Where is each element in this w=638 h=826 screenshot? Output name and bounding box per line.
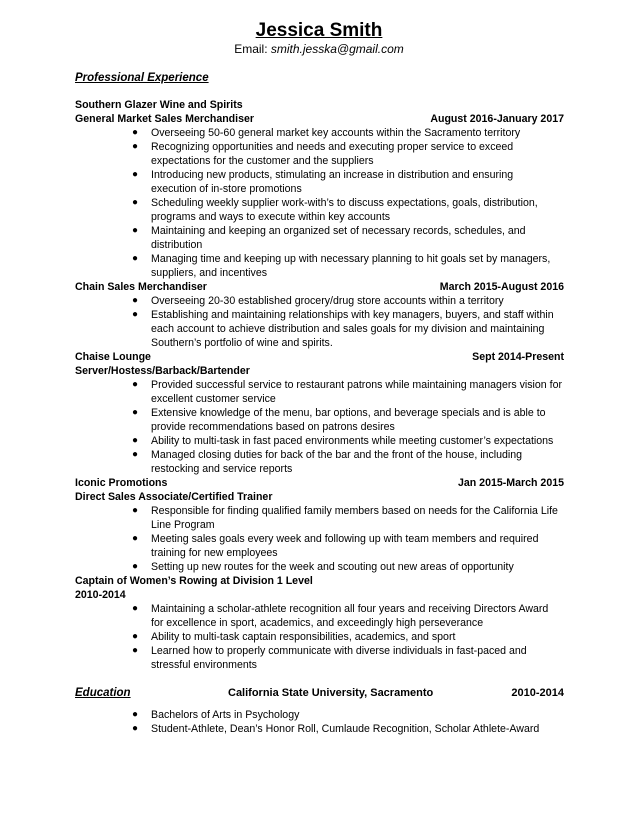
contact-email — [0, 42, 638, 57]
job-server — [75, 364, 564, 378]
bullet-icon: ● — [132, 435, 139, 446]
education-school: California State University, Sacramento — [228, 687, 434, 699]
company-chaise-lounge — [75, 350, 564, 364]
job-chain-sales-dates: March 2015-August 2016 — [439, 281, 564, 293]
chain-sales-bullet-2: Southern’s portfolio of wine and spirits. — [151, 337, 333, 349]
company-iconic-promotions — [75, 476, 564, 490]
rowing-bullet-2: Ability to multi-task captain responsibilities, academics, and sport — [151, 631, 456, 643]
email-label: Email: — [234, 42, 271, 56]
bullet-icon: ● — [132, 127, 139, 138]
server-bullet-2: Extensive knowledge of the menu, bar options, and beverage specials and is able to — [151, 407, 546, 419]
job-chain-sales — [75, 280, 564, 294]
bullet-icon: ● — [132, 709, 139, 720]
bullet-icon: ● — [132, 407, 139, 418]
rowing-bullet-3: stressful environments — [151, 659, 257, 671]
server-bullet-3: Ability to multi-task in fast paced environments while meeting customer’s expectations — [151, 435, 554, 447]
general-market-bullet-3: Introducing new products, stimulating an increase in distribution and ensuring — [151, 169, 514, 181]
server-bullet-2: provide recommendations based on patrons desires — [151, 421, 395, 433]
bullet-icon: ● — [132, 449, 139, 460]
bullet-icon: ● — [132, 645, 139, 656]
general-market-bullet-3: execution of in-store promotions — [151, 183, 302, 195]
bullet-icon: ● — [132, 631, 139, 642]
job-direct-sales — [75, 490, 564, 504]
job-server-text: Server/Hostess/Barback/Bartender — [75, 365, 250, 377]
experience-section-title: Professional Experience — [75, 72, 209, 84]
general-market-bullet-6: Managing time and keeping up with necessary planning to hit goals set by managers, — [151, 253, 551, 265]
server-bullet-4: restocking and service reports — [151, 463, 293, 475]
server-bullet-1: Provided successful service to restaurant patrons while maintaining managers vision for — [151, 379, 562, 391]
education-bullet-2: Student-Athlete, Dean’s Honor Roll, Cumlaude Recognition, Scholar Athlete-Award — [151, 723, 540, 735]
role-rowing-captain — [75, 574, 564, 588]
bullet-icon: ● — [132, 723, 139, 734]
server-bullet-4: Managed closing duties for back of the bar and the front of the house, including — [151, 449, 523, 461]
bullet-icon: ● — [132, 169, 139, 180]
job-direct-sales-text: Direct Sales Associate/Certified Trainer — [75, 491, 273, 503]
candidate-name: Jessica Smith — [255, 20, 383, 41]
general-market-bullet-4: programs and ways to execute within key accounts — [151, 211, 391, 223]
general-market-bullet-2: expectations for the customer and the suppliers — [151, 155, 374, 167]
general-market-bullet-1: Overseeing 50-60 general market key accounts within the Sacramento territory — [151, 127, 521, 139]
bullet-icon: ● — [132, 379, 139, 390]
job-general-market — [75, 112, 564, 126]
company-iconic-promotions-dates: Jan 2015-March 2015 — [457, 477, 564, 489]
bullet-icon: ● — [132, 253, 139, 264]
bullet-icon: ● — [132, 505, 139, 516]
job-chain-sales-text: Chain Sales Merchandiser — [75, 281, 207, 293]
rowing-bullet-1: Maintaining a scholar-athlete recognition all four years and receiving Directors Award — [151, 603, 549, 615]
email-address: smith.jesska@gmail.com — [270, 42, 404, 56]
job-general-market-dates: August 2016-January 2017 — [430, 113, 564, 125]
company-southern-glazer — [75, 98, 564, 112]
education-bullet-1: Bachelors of Arts in Psychology — [151, 709, 300, 721]
bullet-icon: ● — [132, 225, 139, 236]
rowing-bullet-3: Learned how to properly communicate with diverse individuals in fast-paced and — [151, 645, 527, 657]
general-market-bullet-4: Scheduling weekly supplier work-with’s to discuss expectations, goals, distribution, — [151, 197, 538, 209]
education-dates: 2010-2014 — [511, 687, 564, 699]
bullet-icon: ● — [132, 295, 139, 306]
company-iconic-promotions-text: Iconic Promotions — [75, 477, 168, 489]
chain-sales-bullet-1: Overseeing 20-30 established grocery/drug store accounts within a territory — [151, 295, 504, 307]
education-section-title: Education — [75, 687, 131, 699]
direct-sales-bullet-2: training for new employees — [151, 547, 278, 559]
general-market-bullet-6: suppliers, and incentives — [151, 267, 268, 279]
direct-sales-bullet-1: Responsible for finding qualified family members based on needs for the California Life — [151, 505, 558, 517]
job-general-market-text: General Market Sales Merchandiser — [75, 113, 255, 125]
chain-sales-bullet-2: each account to achieve distribution and sales goals for my division and maintaining — [151, 323, 545, 335]
role-rowing-dates — [75, 588, 564, 602]
role-rowing-captain-text: Captain of Women’s Rowing at Division 1 Level — [75, 575, 313, 587]
server-bullet-1: excellent customer service — [151, 393, 276, 405]
bullet-icon: ● — [132, 533, 139, 544]
general-market-bullet-2: Recognizing opportunities and needs and executing proper service to exceed — [151, 141, 514, 153]
direct-sales-bullet-2: Meeting sales goals every week and following up with team members and required — [151, 533, 539, 545]
bullet-icon: ● — [132, 141, 139, 152]
bullet-icon: ● — [132, 603, 139, 614]
general-market-bullet-5: distribution — [151, 239, 203, 251]
bullet-icon: ● — [132, 309, 139, 320]
company-chaise-lounge-dates: Sept 2014-Present — [472, 351, 564, 363]
company-southern-glazer-text: Southern Glazer Wine and Spirits — [75, 99, 243, 111]
company-chaise-lounge-text: Chaise Lounge — [75, 351, 151, 363]
direct-sales-bullet-3: Setting up new routes for the week and scouting out new areas of opportunity — [151, 561, 514, 573]
bullet-icon: ● — [132, 197, 139, 208]
general-market-bullet-5: Maintaining and keeping an organized set of necessary records, schedules, and — [151, 225, 526, 237]
bullet-icon: ● — [132, 561, 139, 572]
chain-sales-bullet-2: Establishing and maintaining relationships with key managers, buyers, and staff within — [151, 309, 554, 321]
rowing-bullet-1: for excellence in sport, academics, and exceedingly high perseverance — [151, 617, 484, 629]
role-rowing-dates-text: 2010-2014 — [75, 589, 126, 601]
direct-sales-bullet-1: Line Program — [151, 519, 215, 531]
